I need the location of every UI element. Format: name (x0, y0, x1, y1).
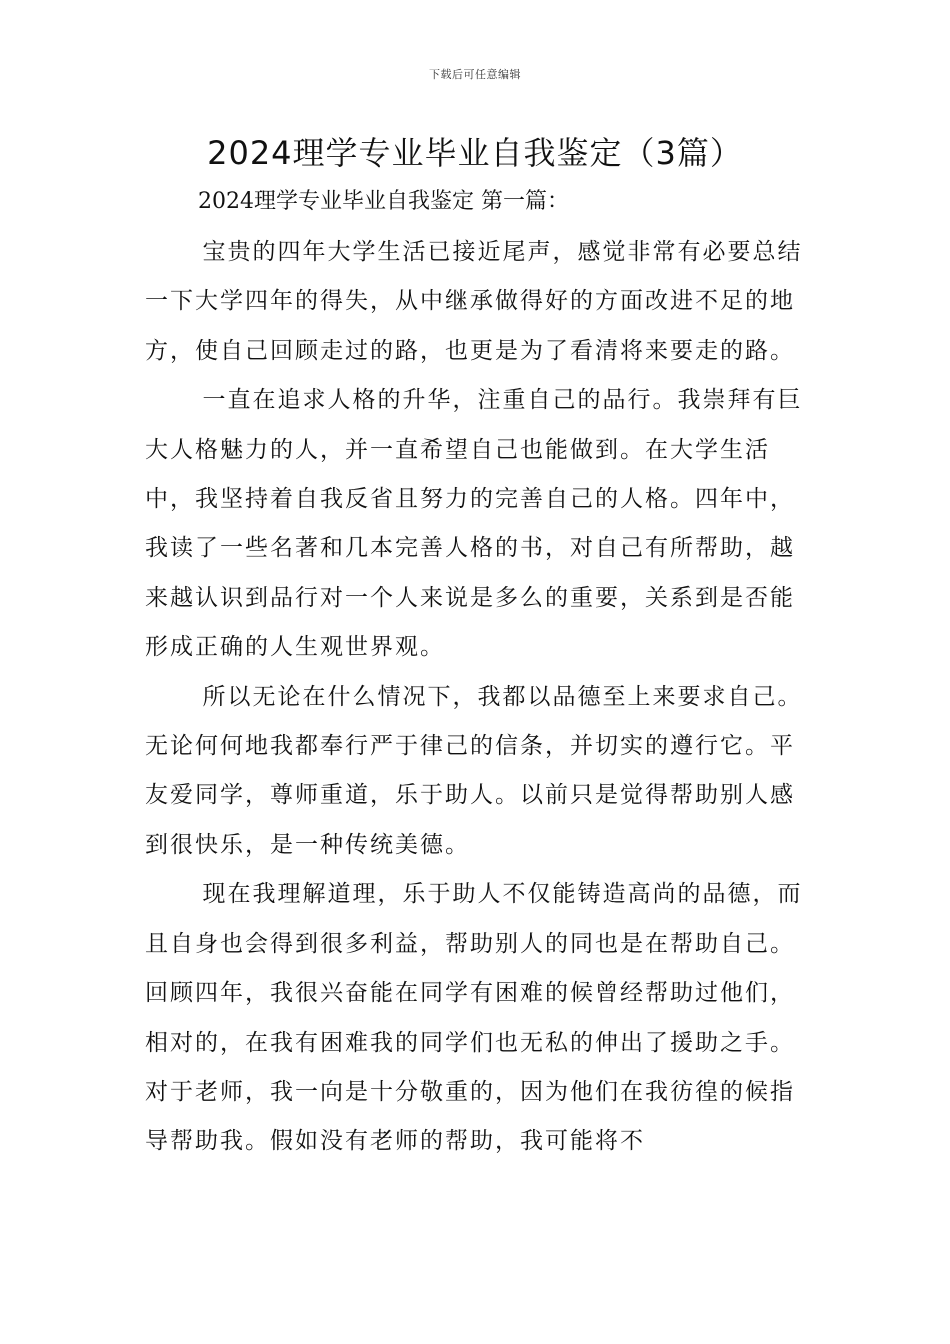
document-title: 2024理学专业毕业自我鉴定（3篇） (207, 134, 743, 172)
paragraph: 一直在追求人格的升华，注重自己的品行。我崇拜有巨大人格魅力的人，并一直希望自己也能做到。在大学生活中，我坚持着自我反省且努力的完善自己的人格。四年中，我读了一些名著和几本完善人格的书，对自己有所帮助，越来越认识到品行对一个人来说是多么的重要，关系到是否能形成正确的人生观世界观。 (145, 387, 803, 661)
document-body (145, 228, 810, 1167)
paragraph: 宝贵的四年大学生活已接近尾声，感觉非常有必要总结一下大学四年的得失，从中继承做得好的方面改进不足的地方，使自己回顾走过的路，也更是为了看清将来要走的路。 (145, 239, 803, 364)
paragraph: 现在我理解道理，乐于助人不仅能铸造高尚的品德，而且自身也会得到很多利益，帮助别人的同也是在帮助自己。回顾四年，我很兴奋能在同学有困难的候曾经帮助过他们，相对的，在我有困难我的同学们也无私的伸出了援助之手。对于老师，我一向是十分敬重的，因为他们在我彷徨的候指导帮助我。假如没有老师的帮助，我可能将不 (145, 881, 803, 1155)
section-heading: 2024理学专业毕业自我鉴定 第一篇： (198, 189, 569, 214)
header-note: 下载后可任意编辑 (429, 68, 521, 81)
paragraph: 所以无论在什么情况下，我都以品德至上来要求自己。无论何何地我都奉行严于律己的信条，并切实的遵行它。平友爱同学，尊师重道，乐于助人。以前只是觉得帮助别人感到很快乐，是一种传统美德。 (145, 683, 803, 858)
